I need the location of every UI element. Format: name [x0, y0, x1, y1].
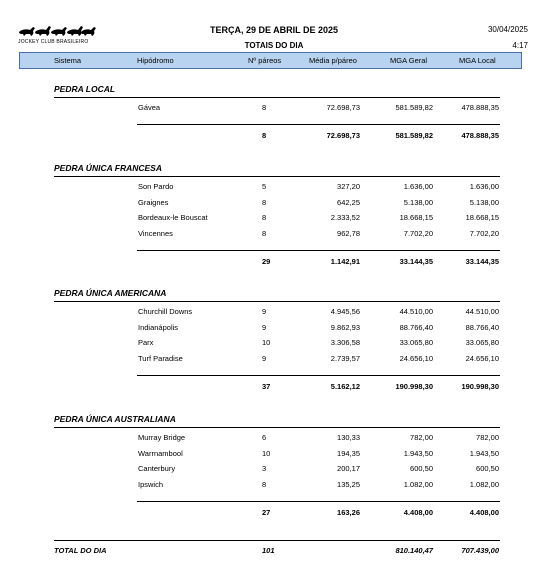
- row-media: 4.945,56: [330, 307, 360, 316]
- row-media: 2.333,52: [330, 213, 360, 222]
- subtotal-mga-local: 33.144,35: [465, 256, 499, 266]
- row-pareos: 5: [262, 182, 267, 191]
- section-title: PEDRA ÚNICA AUSTRALIANA: [54, 414, 176, 424]
- subtotal-pareos: 29: [262, 256, 271, 266]
- row-pareos: 6: [262, 433, 267, 442]
- row-pareos: 10: [262, 448, 271, 458]
- col-hipodromo: Hipódromo: [137, 56, 174, 65]
- subtotal-rule: [137, 501, 500, 502]
- subtotal-rule: [137, 124, 500, 125]
- row-mga-local: 24.656,10: [465, 353, 499, 363]
- section-rule: [54, 301, 500, 302]
- row-pareos: 9: [262, 353, 267, 363]
- subtotal-mga-local: 4.408,00: [469, 507, 499, 517]
- row-mga-geral: 88.766,40: [399, 322, 433, 332]
- subtotal-rule: [137, 250, 500, 251]
- row-mga-local: 7.702,20: [469, 228, 499, 238]
- subtotal-mga-geral: 4.408,00: [403, 507, 433, 517]
- row-media: 327,20: [337, 182, 360, 191]
- row-media: 130,33: [337, 433, 360, 442]
- row-pareos: 8: [262, 479, 267, 489]
- subtotal-media: 1.142,91: [330, 256, 360, 266]
- row-mga-geral: 5.138,00: [403, 197, 433, 207]
- grand-total-mga-geral: 810.140,47: [395, 546, 433, 555]
- row-media: 642,25: [337, 197, 360, 207]
- row-mga-geral: 44.510,00: [399, 307, 433, 316]
- row-media: 962,78: [337, 228, 360, 238]
- row-track: Bordeaux-le Bouscat: [138, 213, 208, 222]
- row-media: 3.306,58: [330, 338, 360, 347]
- row-media: 200,17: [337, 464, 360, 473]
- row-mga-local: 782,00: [476, 433, 499, 442]
- row-track: Parx: [138, 338, 154, 347]
- row-mga-local: 33.065,80: [465, 338, 499, 347]
- row-track: Graignes: [138, 197, 169, 207]
- row-mga-local: 18.668,15: [465, 213, 499, 222]
- row-pareos: 8: [262, 197, 267, 207]
- row-pareos: 10: [262, 338, 271, 347]
- row-mga-geral: 600,50: [410, 464, 433, 473]
- row-track: Warrnambool: [138, 448, 183, 458]
- row-media: 72.698,73: [326, 103, 360, 112]
- subtotal-mga-local: 478.888,35: [461, 131, 499, 140]
- row-track: Vincennes: [138, 228, 173, 238]
- row-track: Indianápolis: [138, 322, 179, 332]
- row-pareos: 8: [262, 228, 267, 238]
- row-mga-local: 1.082,00: [469, 479, 499, 489]
- row-mga-local: 478.888,35: [461, 103, 499, 112]
- row-media: 135,25: [337, 479, 360, 489]
- subtotal-pareos: 37: [262, 381, 271, 391]
- row-mga-geral: 782,00: [410, 433, 433, 442]
- row-mga-local: 44.510,00: [465, 307, 499, 316]
- row-mga-local: 5.138,00: [469, 197, 499, 207]
- row-mga-geral: 1.636,00: [403, 182, 433, 191]
- row-pareos: 9: [262, 307, 267, 316]
- row-pareos: 3: [262, 464, 267, 473]
- col-mga-geral: MGA Geral: [390, 56, 428, 65]
- row-mga-geral: 7.702,20: [403, 228, 433, 238]
- row-track: Churchill Downs: [138, 307, 193, 316]
- report-subtitle: TOTAIS DO DIA: [244, 41, 304, 50]
- section-rule: [54, 97, 500, 98]
- subtotal-rule: [137, 375, 500, 376]
- col-mga-local: MGA Local: [459, 56, 496, 65]
- row-track: Canterbury: [138, 464, 176, 473]
- subtotal-pareos: 27: [262, 507, 271, 517]
- row-pareos: 8: [262, 103, 267, 112]
- subtotal-mga-geral: 33.144,35: [399, 256, 433, 266]
- row-pareos: 9: [262, 322, 267, 332]
- col-sistema: Sistema: [54, 56, 82, 65]
- row-media: 2.739,57: [330, 353, 360, 363]
- subtotal-media: 163,26: [337, 507, 360, 517]
- row-mga-geral: 1.082,00: [403, 479, 433, 489]
- report-time: 4:17: [512, 41, 528, 50]
- row-pareos: 8: [262, 213, 267, 222]
- row-mga-geral: 24.656,10: [399, 353, 433, 363]
- row-mga-geral: 18.668,15: [399, 213, 433, 222]
- grand-total-mga-local: 707.439,00: [461, 546, 499, 555]
- col-pareos: Nº páreos: [248, 56, 282, 65]
- row-media: 9.862,93: [330, 322, 360, 332]
- grand-total-pareos: 101: [262, 546, 275, 555]
- row-mga-local: 88.766,40: [465, 322, 499, 332]
- section-title: PEDRA ÚNICA AMERICANA: [54, 288, 167, 298]
- section-rule: [54, 176, 500, 177]
- row-track: Gávea: [138, 103, 161, 112]
- grand-total-rule: [54, 540, 500, 541]
- section-rule: [54, 427, 500, 428]
- row-mga-local: 600,50: [476, 464, 499, 473]
- col-media: Média p/páreo: [309, 56, 357, 65]
- row-track: Ipswich: [138, 479, 164, 489]
- section-title: PEDRA LOCAL: [54, 84, 116, 94]
- report-title: TERÇA, 29 DE ABRIL DE 2025: [209, 25, 339, 35]
- subtotal-mga-local: 190.998,30: [461, 381, 499, 391]
- row-mga-geral: 581.589,82: [395, 103, 433, 112]
- grand-total-label: TOTAL DO DIA: [54, 546, 107, 555]
- row-mga-geral: 1.943,50: [403, 448, 433, 458]
- subtotal-mga-geral: 581.589,82: [395, 131, 433, 140]
- row-track: Turf Paradise: [138, 353, 183, 363]
- section-title: PEDRA ÚNICA FRANCESA: [54, 163, 162, 173]
- subtotal-pareos: 8: [262, 131, 267, 140]
- row-mga-geral: 33.065,80: [399, 338, 433, 347]
- subtotal-media: 5.162,12: [330, 381, 360, 391]
- row-mga-local: 1.636,00: [469, 182, 499, 191]
- subtotal-media: 72.698,73: [326, 131, 360, 140]
- subtotal-mga-geral: 190.998,30: [395, 381, 433, 391]
- row-mga-local: 1.943,50: [469, 448, 499, 458]
- report-date: 30/04/2025: [487, 25, 528, 34]
- logo-text: JOCKEY CLUB BRASILEIRO: [18, 39, 89, 45]
- row-media: 194,35: [337, 448, 360, 458]
- row-track: Son Pardo: [138, 182, 174, 191]
- row-track: Murray Bridge: [138, 433, 186, 442]
